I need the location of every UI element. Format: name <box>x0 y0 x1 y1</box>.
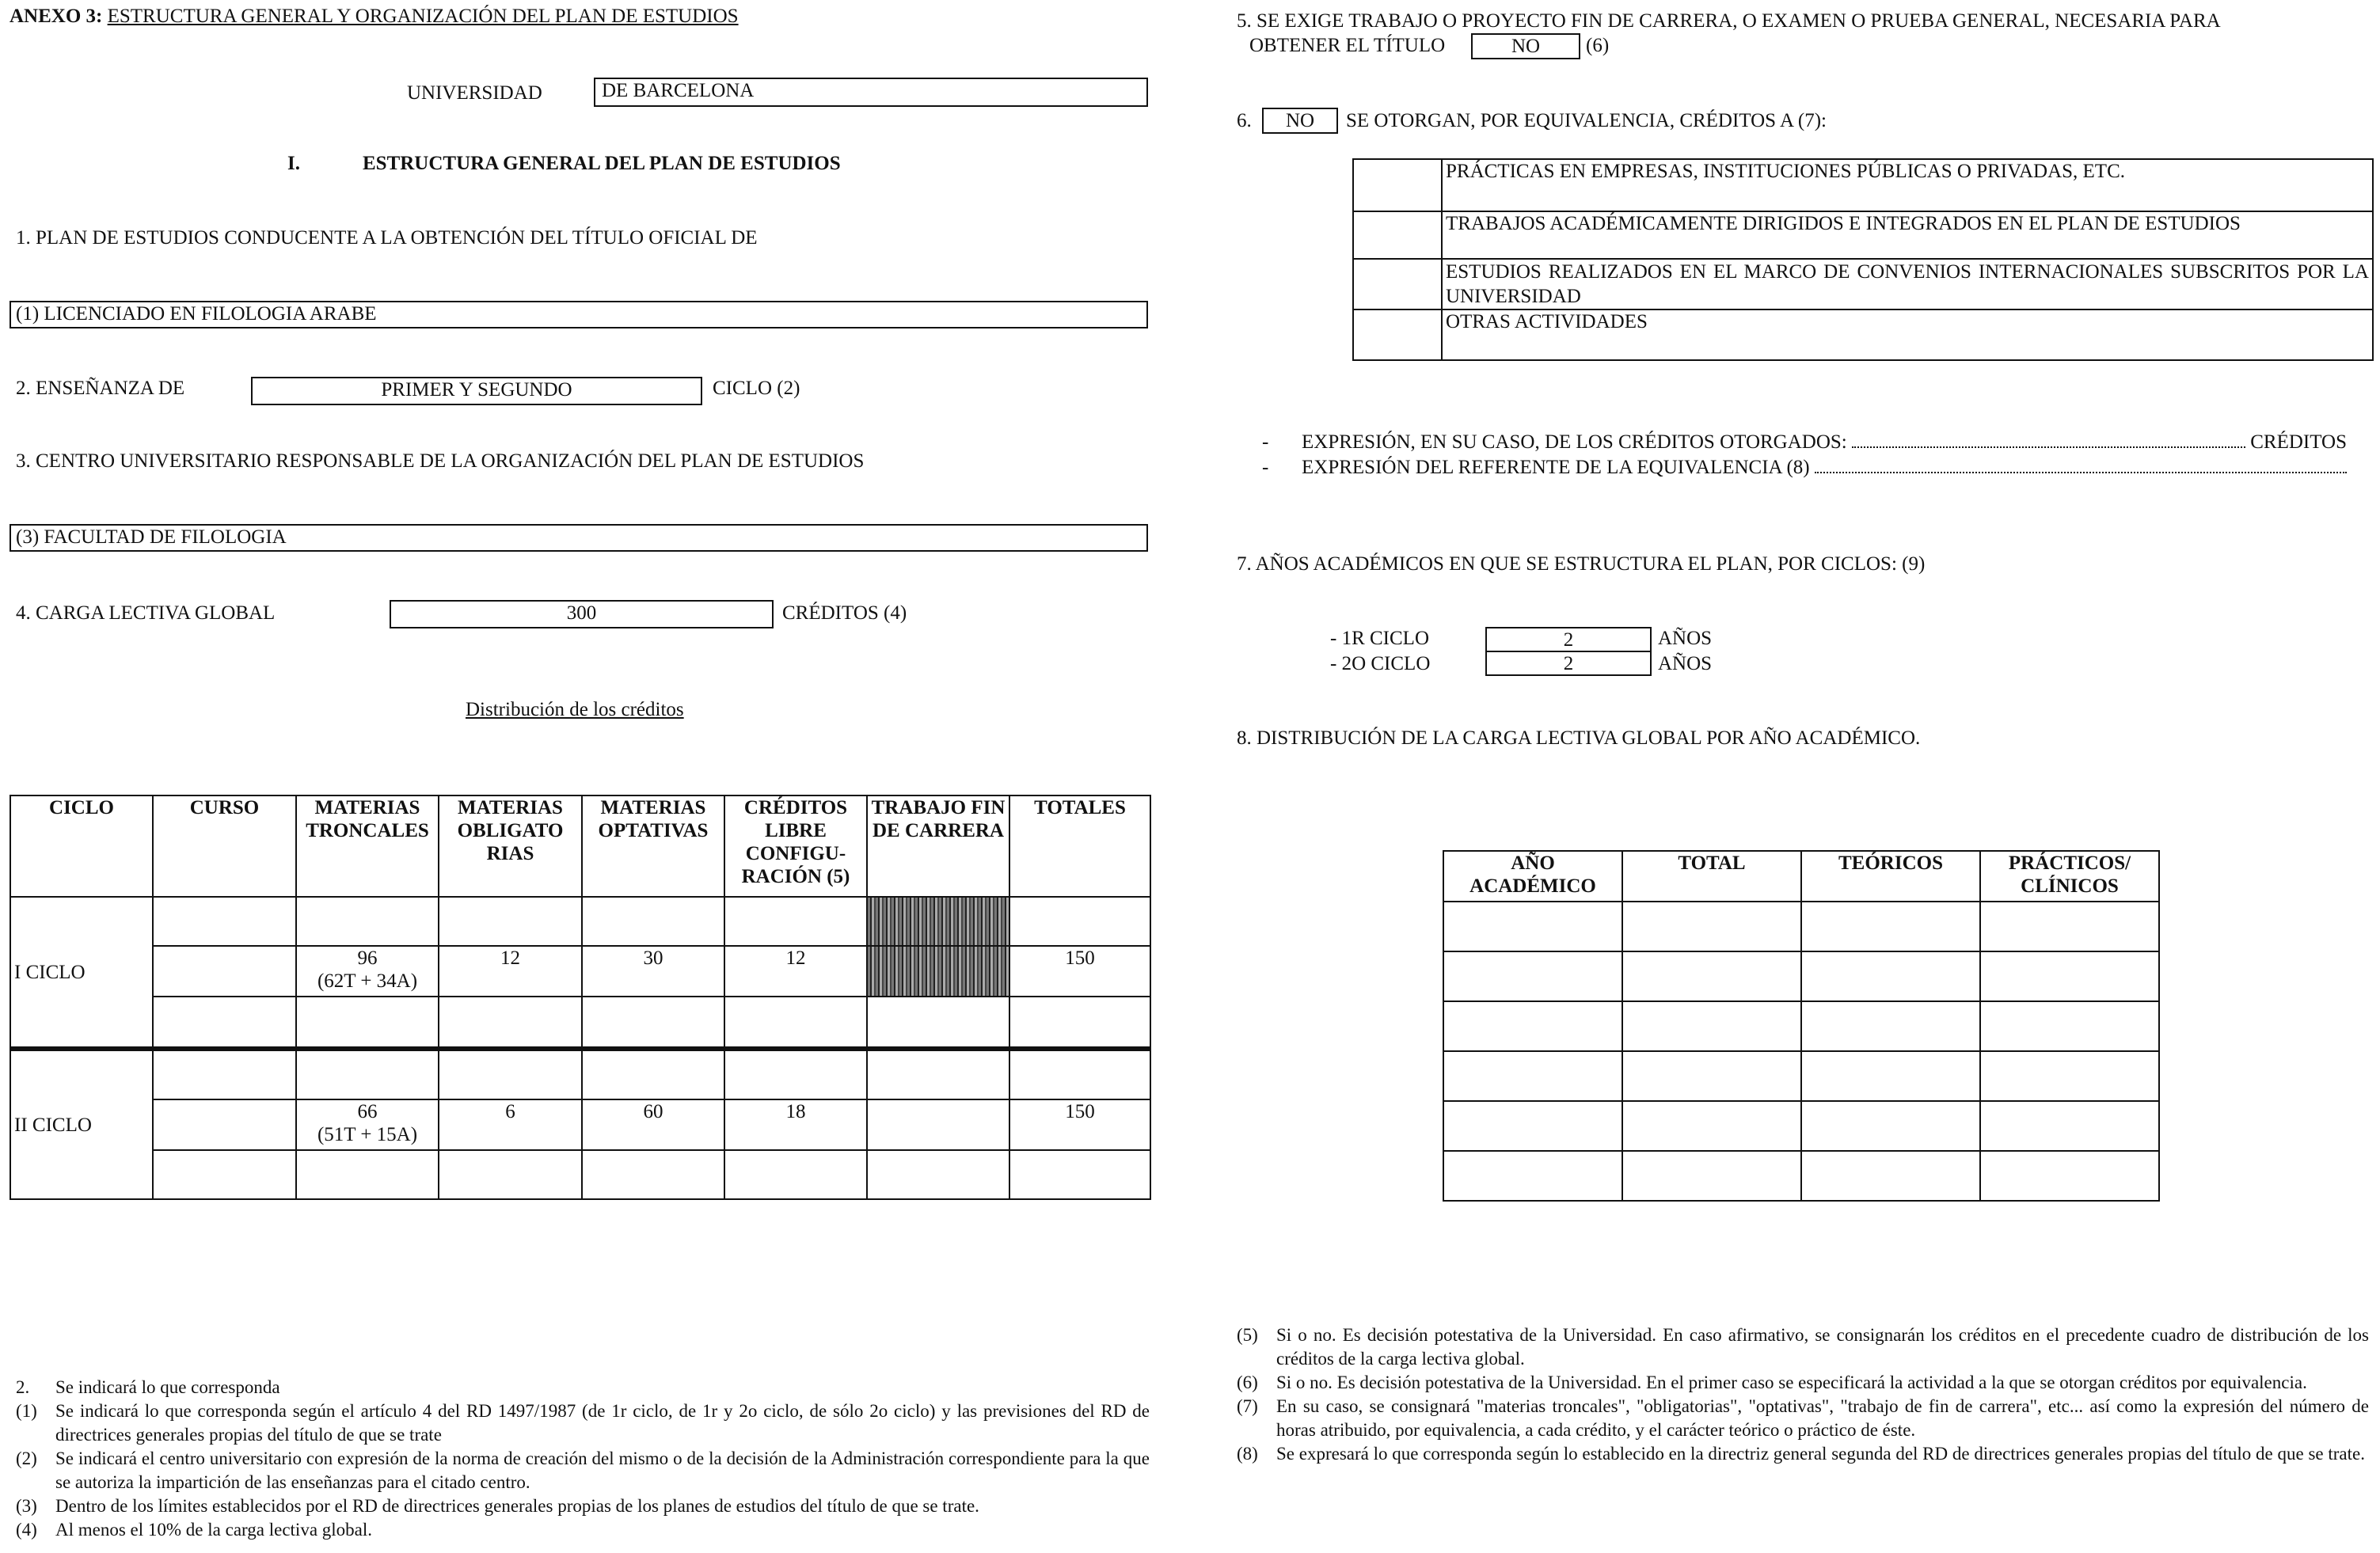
table-cell <box>867 1150 1009 1199</box>
footnote-text: Si o no. Es decisión potestativa de la Universidad. En el primer caso se especificará la actividad a la que se otorgan créditos por equivalencia. <box>1276 1373 2307 1392</box>
table-cell <box>1009 897 1150 946</box>
item4-suffix: CRÉDITOS (4) <box>782 602 907 624</box>
carga-anual-header-row <box>1443 851 2159 902</box>
header-libre: CRÉDITOS LIBRE CONFIGU- RACIÓN (5) <box>724 795 867 897</box>
ciclo2-troncales-detail: (51T + 15A) <box>317 1124 418 1145</box>
titulo-value: (1) LICENCIADO EN FILOLOGIA ARABE <box>16 303 377 325</box>
ciclo2-troncales: 66 <box>357 1101 378 1122</box>
table-cell <box>582 997 724 1049</box>
item7-label: 7. AÑOS ACADÉMICOS EN QUE SE ESTRUCTURA EL PLAN, POR CICLOS: (9) <box>1237 553 1926 575</box>
table-cell <box>1801 1001 1980 1051</box>
header-obligatorias: MATERIAS OBLIGATO RIAS <box>439 795 582 897</box>
table-cell <box>1622 1151 1801 1201</box>
ciclo1-troncales-cell <box>296 946 439 997</box>
footnote <box>1237 1323 2369 1371</box>
ciclo2-totales: 150 <box>1009 1099 1150 1150</box>
header-curso: CURSO <box>153 795 296 897</box>
carga-anual-table <box>1443 850 2160 1202</box>
table-cell <box>724 1049 867 1099</box>
table-cell <box>1801 1101 1980 1151</box>
table-row <box>1353 259 2373 309</box>
table-cell <box>724 1150 867 1199</box>
table-cell <box>153 1049 296 1099</box>
table-cell <box>1622 1051 1801 1101</box>
table-cell <box>153 946 296 997</box>
footnotes-left <box>16 1376 1150 1542</box>
expr2-row <box>1262 456 2347 480</box>
bullet: - <box>1262 457 1269 478</box>
footnote-number: (2) <box>16 1449 37 1468</box>
item4-label: 4. CARGA LECTIVA GLOBAL <box>16 602 276 624</box>
footnote-text: Se expresará lo que corresponda según lo establecido en la directriz general segunda del RD de directrices generales propias del título de que se trate. <box>1276 1444 2365 1464</box>
ciclo-row-1-label: - 1R CICLO <box>1330 628 1429 649</box>
universidad-label: UNIVERSIDAD <box>407 82 542 104</box>
anos-unit-1: AÑOS <box>1658 628 1713 649</box>
ciclo2-optativas: 60 <box>582 1099 724 1150</box>
item1-label: 1. PLAN DE ESTUDIOS CONDUCENTE A LA OBTENCIÓN DEL TÍTULO OFICIAL DE <box>16 227 758 249</box>
bullet: - <box>1262 431 1269 453</box>
table-cell <box>867 1049 1009 1099</box>
anos-unit-2: AÑOS <box>1658 653 1713 674</box>
table-cell <box>439 997 582 1049</box>
table-cell <box>1622 951 1801 1001</box>
ciclo2-troncales-cell <box>296 1099 439 1150</box>
table-cell <box>582 1049 724 1099</box>
header-total: TOTAL <box>1622 851 1801 902</box>
ciclo1-troncales: 96 <box>357 947 378 969</box>
equivalencia-table <box>1352 158 2374 361</box>
footnote-text: En su caso, se consignará "materias troncales", "obligatorias", "optativas", "trabajo de fin de carrera", etc... así como la expresión del número de horas atribuido, por equivalencia, a cada crédito, y el carácter teórico o práctico de éste. <box>1276 1396 2369 1440</box>
table-cell <box>582 1150 724 1199</box>
option-trabajos: TRABAJOS ACADÉMICAMENTE DIRIGIDOS E INTEGRADOS EN EL PLAN DE ESTUDIOS <box>1442 211 2373 259</box>
table-cell <box>724 997 867 1049</box>
table-row <box>1443 1151 2159 1201</box>
table-row <box>1443 951 2159 1001</box>
table-cell <box>1980 1051 2159 1101</box>
table-cell <box>1980 1151 2159 1201</box>
dotted-leader <box>1815 472 2347 473</box>
table-cell <box>1009 1150 1150 1199</box>
checkbox-cell <box>1353 309 1442 360</box>
ensenanza-value: PRIMER Y SEGUNDO <box>381 379 572 401</box>
anos-value-2: 2 <box>1563 653 1574 674</box>
distribucion-title: Distribución de los créditos <box>466 699 684 720</box>
header-trabajo: TRABAJO FIN DE CARRERA <box>867 795 1009 897</box>
item5-field <box>1471 33 1580 59</box>
item6-value: NO <box>1285 110 1315 131</box>
footnote <box>16 1376 1150 1399</box>
ciclo-row-2-label: - 2O CICLO <box>1330 653 1431 674</box>
table-row <box>10 946 1150 997</box>
table-cell <box>1801 902 1980 951</box>
footnote <box>1237 1395 2369 1442</box>
footnote-text: Al menos el 10% de la carga lectiva global. <box>55 1520 373 1540</box>
header-ciclo: CICLO <box>10 795 153 897</box>
ensenanza-field <box>251 377 702 405</box>
table-row <box>1443 1051 2159 1101</box>
table-cell <box>1622 1001 1801 1051</box>
creditos-header-row <box>10 795 1150 897</box>
ciclo2-obligatorias: 6 <box>439 1099 582 1150</box>
item6-label: SE OTORGAN, POR EQUIVALENCIA, CRÉDITOS A (7): <box>1346 110 1827 131</box>
ciclo1-optativas: 30 <box>582 946 724 997</box>
footnote <box>1237 1371 2369 1395</box>
header-totales: TOTALES <box>1009 795 1150 897</box>
item5-line2: OBTENER EL TÍTULO <box>1249 35 1446 56</box>
table-cell <box>1622 1101 1801 1151</box>
table-row <box>10 997 1150 1049</box>
footnote-number: (6) <box>1237 1373 1258 1392</box>
option-estudios: ESTUDIOS REALIZADOS EN EL MARCO DE CONVENIOS INTERNACIONALES SUBSCRITOS POR LA UNIVERSIDAD <box>1442 259 2373 309</box>
anos-value-1: 2 <box>1563 629 1574 651</box>
table-cell <box>1801 1151 1980 1201</box>
item2-suffix: CICLO (2) <box>713 378 800 399</box>
table-cell <box>867 1099 1009 1150</box>
table-cell <box>1443 1001 1622 1051</box>
section-title: ESTRUCTURA GENERAL DEL PLAN DE ESTUDIOS <box>363 153 841 174</box>
table-cell <box>1980 951 2159 1001</box>
creditos-table <box>10 795 1151 1200</box>
footnote <box>16 1518 1150 1542</box>
table-cell <box>1009 997 1150 1049</box>
footnote-number: (4) <box>16 1520 37 1540</box>
footnote <box>16 1399 1150 1447</box>
table-cell <box>153 897 296 946</box>
table-row <box>10 1049 1150 1099</box>
centro-value: (3) FACULTAD DE FILOLOGIA <box>16 526 287 548</box>
shaded-cell <box>867 946 1009 997</box>
checkbox-cell <box>1353 259 1442 309</box>
ciclo2-libre: 18 <box>724 1099 867 1150</box>
anos-field-1 <box>1485 627 1652 652</box>
anexo-label: ANEXO 3: <box>10 6 103 27</box>
expr1-suffix: CRÉDITOS <box>2250 431 2347 453</box>
footnote-number: (8) <box>1237 1444 1258 1464</box>
checkbox-cell <box>1353 159 1442 211</box>
table-row <box>1353 159 2373 211</box>
table-row <box>1443 1101 2159 1151</box>
table-cell <box>1443 1151 1622 1201</box>
table-cell <box>724 897 867 946</box>
table-cell <box>1980 902 2159 951</box>
footnote-number: (1) <box>16 1401 37 1421</box>
footnote <box>1237 1442 2369 1466</box>
table-cell <box>582 897 724 946</box>
table-row <box>10 1150 1150 1199</box>
table-cell <box>1801 951 1980 1001</box>
table-cell <box>1801 1051 1980 1101</box>
footnote-text: Se indicará lo que corresponda según el artículo 4 del RD 1497/1987 (de 1r ciclo, de 1r y 2o ciclo, de sólo 2o ciclo) y las previsiones del RD de directrices generales propias del título de que se trate <box>55 1401 1150 1445</box>
table-cell <box>1009 1049 1150 1099</box>
table-cell <box>1980 1001 2159 1051</box>
ciclo1-libre: 12 <box>724 946 867 997</box>
item3-label: 3. CENTRO UNIVERSITARIO RESPONSABLE DE LA ORGANIZACIÓN DEL PLAN DE ESTUDIOS <box>16 450 865 472</box>
table-cell <box>153 1150 296 1199</box>
footnote-number: (3) <box>16 1496 37 1516</box>
ciclo1-totales: 150 <box>1009 946 1150 997</box>
header-teoricos: TEÓRICOS <box>1801 851 1980 902</box>
option-practicas: PRÁCTICAS EN EMPRESAS, INSTITUCIONES PÚBLICAS O PRIVADAS, ETC. <box>1442 159 2373 211</box>
table-cell <box>153 997 296 1049</box>
dotted-leader <box>1852 446 2245 448</box>
checkbox-cell <box>1353 211 1442 259</box>
table-cell <box>1443 951 1622 1001</box>
expr2-label: EXPRESIÓN DEL REFERENTE DE LA EQUIVALENCIA (8) <box>1302 457 1810 478</box>
item6-field <box>1262 108 1338 134</box>
table-cell <box>439 1049 582 1099</box>
table-cell <box>1443 902 1622 951</box>
table-cell <box>1443 1101 1622 1151</box>
item8-label: 8. DISTRIBUCIÓN DE LA CARGA LECTIVA GLOBAL POR AÑO ACADÉMICO. <box>1237 727 1921 749</box>
item5-suffix: (6) <box>1586 35 1610 56</box>
table-cell <box>867 997 1009 1049</box>
table-cell <box>1980 1101 2159 1151</box>
anos-field-2 <box>1485 651 1652 676</box>
expr1-label: EXPRESIÓN, EN SU CASO, DE LOS CRÉDITOS OTORGADOS: <box>1302 431 1847 453</box>
expr1-row <box>1262 431 2347 454</box>
item5-value: NO <box>1511 36 1541 57</box>
footnotes-right <box>1237 1323 2369 1466</box>
titulo-field <box>10 301 1148 328</box>
ciclo1-label: I CICLO <box>10 897 153 1049</box>
table-cell <box>439 897 582 946</box>
table-cell <box>1622 902 1801 951</box>
footnote-text: Se indicará lo que corresponda <box>55 1377 280 1397</box>
table-cell <box>296 1150 439 1199</box>
table-cell <box>296 997 439 1049</box>
table-cell <box>439 1150 582 1199</box>
item2-label: 2. ENSEÑANZA DE <box>16 378 185 399</box>
item6-number: 6. <box>1237 110 1252 131</box>
anexo-heading <box>10 5 739 28</box>
shaded-cell <box>867 897 1009 946</box>
anexo-title: ESTRUCTURA GENERAL Y ORGANIZACIÓN DEL PLAN DE ESTUDIOS <box>107 6 739 27</box>
table-cell <box>153 1099 296 1150</box>
ciclo2-label: II CICLO <box>10 1049 153 1199</box>
table-cell <box>1443 1051 1622 1101</box>
footnote-number: (7) <box>1237 1396 1258 1416</box>
universidad-value: DE BARCELONA <box>602 80 755 101</box>
item5-line1: 5. SE EXIGE TRABAJO O PROYECTO FIN DE CARRERA, O EXAMEN O PRUEBA GENERAL, NECESARIA PARA <box>1237 10 2221 32</box>
footnote-number: 2. <box>16 1377 30 1397</box>
table-row <box>1443 902 2159 951</box>
universidad-field <box>594 78 1148 107</box>
footnote-text: Dentro de los límites establecidos por el RD de directrices generales propias de los planes de estudios del título de que se trate. <box>55 1496 979 1516</box>
carga-value: 300 <box>566 602 597 624</box>
header-practicos: PRÁCTICOS/ CLÍNICOS <box>1980 851 2159 902</box>
ciclo1-obligatorias: 12 <box>439 946 582 997</box>
header-optativas: MATERIAS OPTATIVAS <box>582 795 724 897</box>
footnote <box>16 1494 1150 1518</box>
footnote-text: Se indicará el centro universitario con expresión de la norma de creación del mismo o de la decisión de la Administración correspondiente para la que se autoriza la impartición de las enseñanzas para el citado centro. <box>55 1449 1150 1492</box>
header-troncales: MATERIAS TRONCALES <box>296 795 439 897</box>
table-row <box>1353 211 2373 259</box>
table-row <box>1353 309 2373 360</box>
option-otras: OTRAS ACTIVIDADES <box>1442 309 2373 360</box>
footnote-text: Si o no. Es decisión potestativa de la Universidad. En caso afirmativo, se consignarán los créditos en el precedente cuadro de distribución de los créditos de la carga lectiva global. <box>1276 1325 2369 1369</box>
centro-field <box>10 524 1148 552</box>
footnote-number: (5) <box>1237 1325 1258 1345</box>
table-cell <box>296 1049 439 1099</box>
header-ano: AÑO ACADÉMICO <box>1443 851 1622 902</box>
section-number: I. <box>287 153 300 174</box>
table-cell <box>296 897 439 946</box>
footnote <box>16 1447 1150 1494</box>
table-row <box>10 1099 1150 1150</box>
table-row <box>1443 1001 2159 1051</box>
ciclo1-troncales-detail: (62T + 34A) <box>317 970 418 992</box>
carga-field <box>390 600 774 628</box>
table-row <box>10 897 1150 946</box>
